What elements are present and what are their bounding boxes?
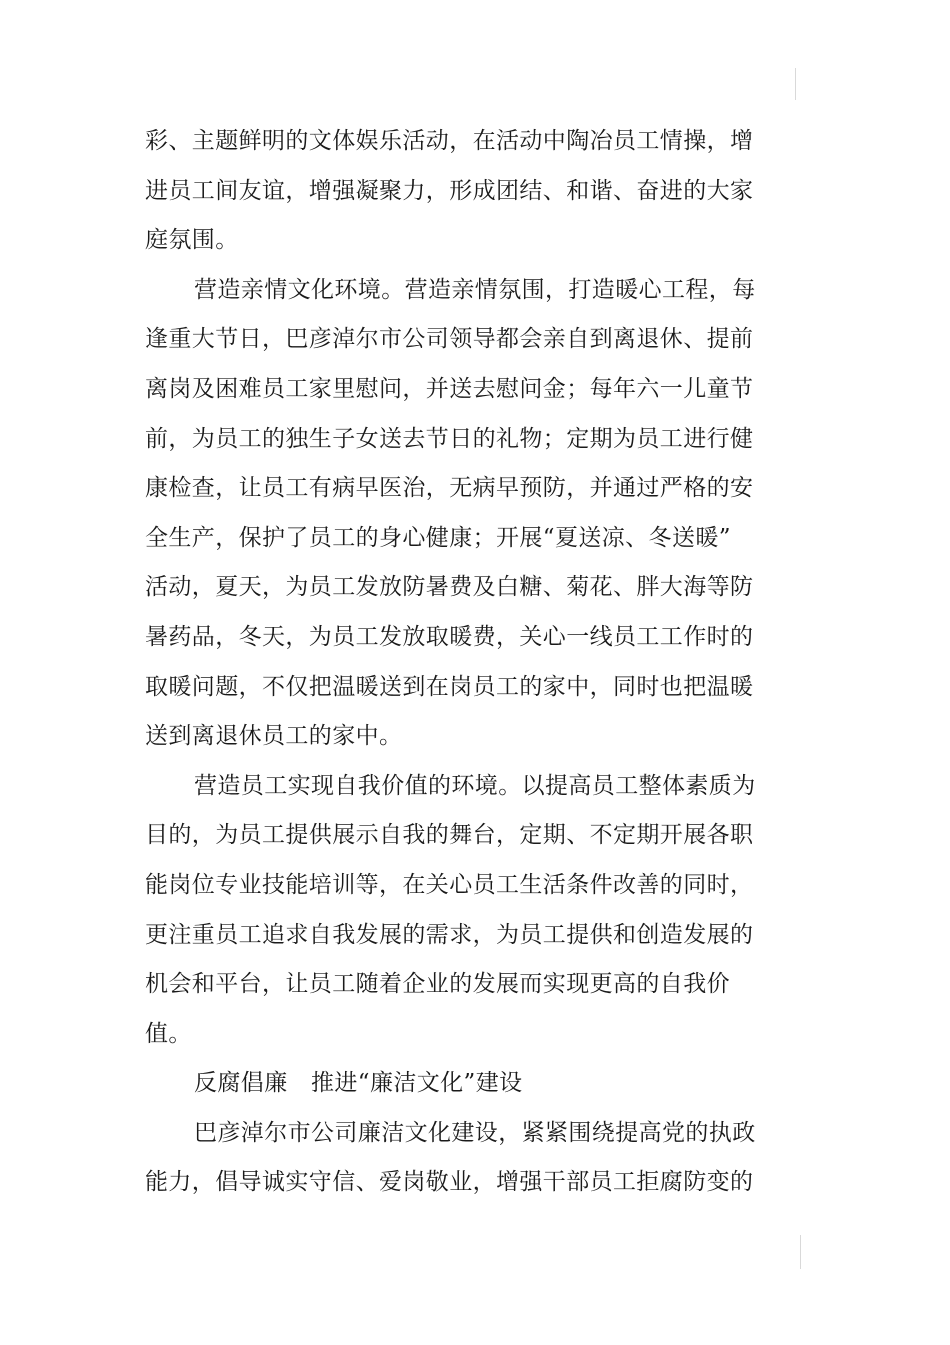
- paragraph: [145, 117, 754, 266]
- text-line: 暑药品，冬天，为员工发放取暖费，关心一线员工工作时的: [145, 623, 754, 650]
- body-text: [145, 117, 756, 1208]
- text-line: 能力，倡导诚实守信、爱岗敬业，增强干部员工拒腐防变的: [145, 1169, 754, 1196]
- page-corner-mark-top: [795, 68, 796, 100]
- text-line: 巴彦淖尔市公司廉洁文化建设，紧紧围绕提高党的执政: [194, 1119, 756, 1146]
- text-line: 目的，为员工提供展示自我的舞台，定期、不定期开展各职: [145, 822, 754, 849]
- text-line: 营造员工实现自我价值的环境。以提高员工整体素质为: [194, 772, 756, 799]
- heading-text: 反腐倡廉 推进“廉洁文化”建设: [194, 1070, 523, 1097]
- text-line: 取暖问题，不仅把温暖送到在岗员工的家中，同时也把温暖: [145, 673, 754, 700]
- paragraph: [145, 1109, 756, 1208]
- paragraph: [145, 266, 756, 762]
- section-heading: [145, 1059, 745, 1109]
- text-line: 庭氛围。: [145, 227, 239, 254]
- text-line: 能岗位专业技能培训等，在关心员工生活条件改善的同时，: [145, 871, 754, 898]
- text-line: 活动，夏天，为员工发放防暑费及白糖、菊花、胖大海等防: [145, 574, 754, 601]
- text-line: 进员工间友谊，增强凝聚力，形成团结、和谐、奋进的大家: [145, 177, 754, 204]
- text-line: 营造亲情文化环境。营造亲情氛围，打造暖心工程，每: [194, 276, 756, 303]
- text-line: 值。: [145, 1020, 192, 1047]
- text-line: 送到离退休员工的家中。: [145, 723, 403, 750]
- text-line: 彩、主题鲜明的文体娱乐活动，在活动中陶冶员工情操，增: [145, 128, 754, 154]
- page-corner-mark-bottom: [800, 1235, 801, 1269]
- text-line: 前，为员工的独生子女送去节日的礼物；定期为员工进行健: [145, 425, 754, 452]
- text-line: 更注重员工追求自我发展的需求，为员工提供和创造发展的: [145, 921, 754, 948]
- text-line: 离岗及困难员工家里慰问，并送去慰问金；每年六一儿童节: [145, 375, 754, 402]
- text-line: 全生产，保护了员工的身心健康；开展“夏送凉、冬送暖”: [145, 524, 731, 551]
- text-line: 康检查，让员工有病早医治，无病早预防，并通过严格的安: [145, 475, 754, 502]
- text-line: 机会和平台，让员工随着企业的发展而实现更高的自我价: [145, 971, 730, 998]
- paragraph: [145, 762, 756, 1060]
- text-line: 逢重大节日，巴彦淖尔市公司领导都会亲自到离退休、提前: [145, 326, 754, 353]
